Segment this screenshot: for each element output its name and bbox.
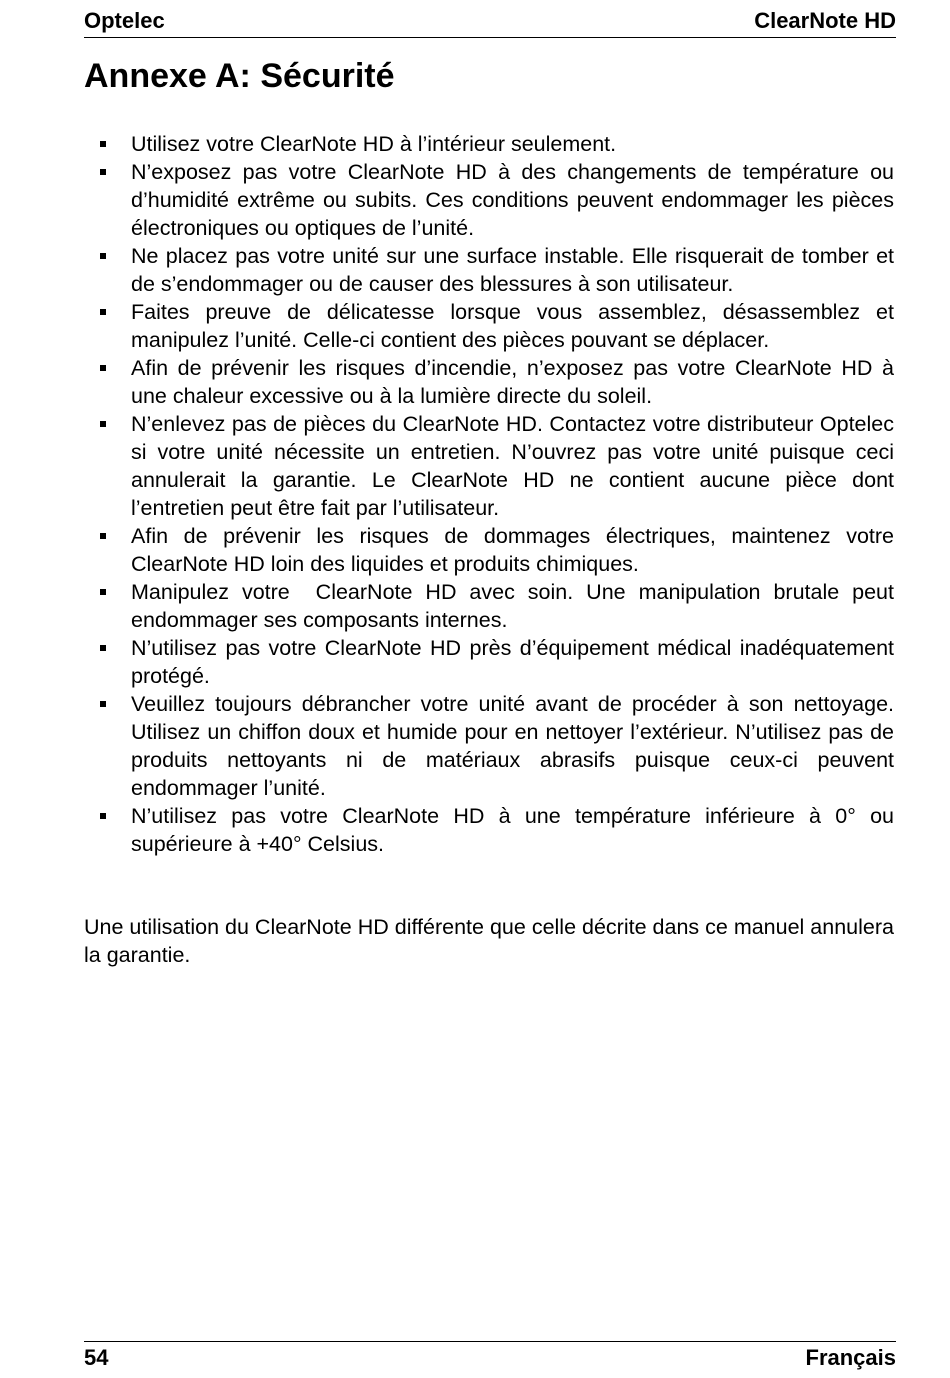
list-item-text: N’utilisez pas votre ClearNote HD près d’équipement médical inadéquatement protégé. [131, 636, 894, 688]
list-item [100, 298, 894, 354]
bullet-icon [100, 141, 106, 147]
bullet-icon [100, 169, 106, 175]
list-item [100, 578, 900, 634]
list-item [100, 522, 894, 578]
list-item-text: Afin de prévenir les risques de dommages électriques, maintenez votre ClearNote HD loin des liquides et produits chimiques. [131, 524, 894, 576]
list-item-text: Afin de prévenir les risques d’incendie, n’exposez pas votre ClearNote HD à une chaleur excessive ou à la lumière directe du soleil. [131, 356, 894, 408]
list-item-text: Ne placez pas votre unité sur une surface instable. Elle risquerait de tomber et de s’endommager ou de causer des blessures à son utilisateur. [131, 244, 894, 296]
list-item-text: Utilisez votre ClearNote HD à l’intérieur seulement. [131, 132, 617, 156]
bullet-icon [100, 645, 106, 651]
bullet-icon [100, 421, 106, 427]
list-item [100, 634, 894, 690]
list-item-text: N’utilisez pas votre ClearNote HD à une température inférieure à 0° ou supérieure à +40° Celsius. [131, 804, 894, 856]
page-header [84, 8, 896, 38]
list-item [100, 354, 894, 410]
page-title: Annexe A: Sécurité [84, 57, 395, 95]
list-item [100, 802, 894, 858]
header-product: ClearNote HD [754, 8, 896, 33]
bullet-icon [100, 309, 106, 315]
bullet-icon [100, 253, 106, 259]
list-item [100, 410, 894, 522]
bullet-icon [100, 701, 106, 707]
footer-language: Français [805, 1345, 896, 1370]
warranty-note: Une utilisation du ClearNote HD différente que celle décrite dans ce manuel annulera la garantie. [84, 915, 894, 967]
bullet-icon [100, 813, 106, 819]
list-item [100, 158, 894, 242]
list-item [100, 242, 894, 298]
page-footer [84, 1341, 896, 1371]
list-item-text: N’exposez pas votre ClearNote HD à des changements de température ou d’humidité extrême ou subits. Ces conditions peuvent endommager les pièces électroniques ou optiques de l’unité. [131, 160, 894, 240]
list-item-text: Manipulez votre ClearNote HD avec soin. Une manipulation brutale peut endommager ses composants internes. [131, 580, 900, 632]
list-item-text: Veuillez toujours débrancher votre unité avant de procéder à son nettoyage. Utilisez un chiffon doux et humide pour en nettoyer l’extérieur. N’utilisez pas de produits nettoyants ni de matériaux abrasifs puisque ceux-ci peuvent endommager l’unité. [131, 692, 894, 800]
page-number: 54 [84, 1345, 109, 1370]
safety-list [100, 130, 900, 858]
list-item [100, 690, 894, 802]
bullet-icon [100, 533, 106, 539]
bullet-icon [100, 589, 106, 595]
list-item-text: N’enlevez pas de pièces du ClearNote HD. Contactez votre distributeur Optelec si votre unité nécessite un entretien. N’ouvrez pas votre unité puisque ceci annulerait la garantie. Le ClearNote HD ne contient aucune pièce dont l’entretien peut être fait par l’utilisateur. [131, 412, 894, 520]
list-item [100, 130, 894, 158]
bullet-icon [100, 365, 106, 371]
header-brand: Optelec [84, 8, 165, 33]
list-item-text: Faites preuve de délicatesse lorsque vous assemblez, désassemblez et manipulez l’unité. Celle-ci contient des pièces pouvant se déplacer. [131, 300, 894, 352]
